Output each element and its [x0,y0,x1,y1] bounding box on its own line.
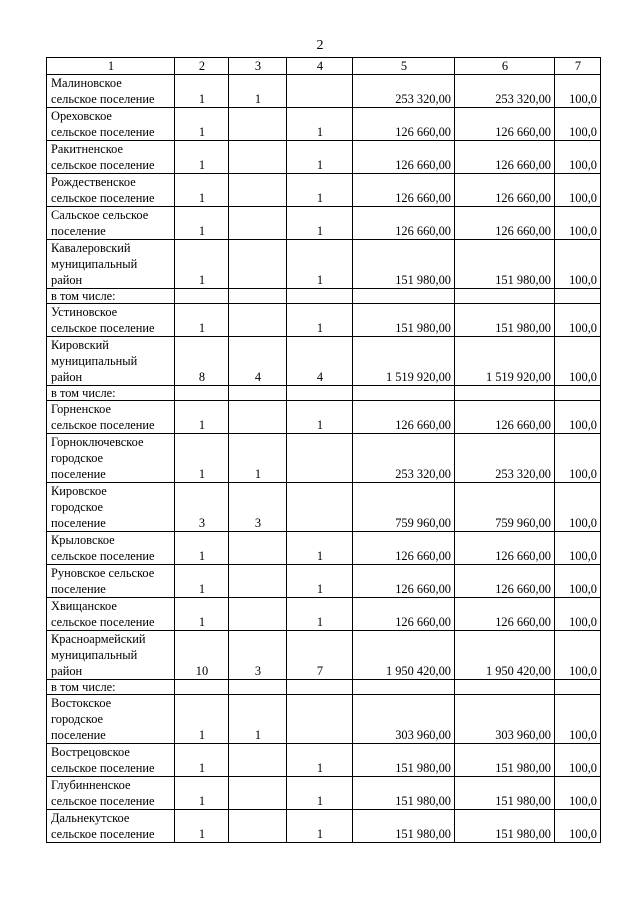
percent-value: 100,0 [555,401,601,434]
municipality-name: Крыловское сельское поселение [47,532,175,565]
municipality-name: Горноключевское городское поселение [47,434,175,483]
table-row [47,744,601,777]
percent-value: 100,0 [555,207,601,240]
percent-value: 100,0 [555,108,601,141]
col4-count: 1 [287,565,353,598]
col4-count [287,483,353,532]
subheading-row [47,289,601,304]
table-row [47,174,601,207]
actual-amount: 126 660,00 [455,565,555,598]
actual-amount [455,289,555,304]
planned-amount: 126 660,00 [353,565,455,598]
actual-amount: 303 960,00 [455,695,555,744]
municipality-name: Кавалеровский муниципальный район [47,240,175,289]
actual-amount: 151 980,00 [455,744,555,777]
col4-count: 1 [287,532,353,565]
total-count: 1 [175,141,229,174]
col3-count: 3 [229,631,287,680]
col4-count [287,680,353,695]
header-col-6: 6 [455,58,555,75]
municipality-name: в том числе: [47,680,175,695]
planned-amount: 253 320,00 [353,434,455,483]
planned-amount: 151 980,00 [353,777,455,810]
table-row [47,777,601,810]
planned-amount: 1 950 420,00 [353,631,455,680]
municipality-name: Руновское сельское поселение [47,565,175,598]
table-row [47,810,601,843]
total-count: 10 [175,631,229,680]
percent-value: 100,0 [555,532,601,565]
percent-value: 100,0 [555,337,601,386]
col3-count [229,680,287,695]
col3-count: 1 [229,434,287,483]
table-row [47,483,601,532]
table-row [47,304,601,337]
actual-amount: 126 660,00 [455,174,555,207]
percent-value: 100,0 [555,631,601,680]
actual-amount [455,680,555,695]
col3-count [229,141,287,174]
total-count: 1 [175,598,229,631]
percent-value: 100,0 [555,777,601,810]
col3-count [229,240,287,289]
actual-amount [455,386,555,401]
col3-count [229,401,287,434]
total-count [175,386,229,401]
col3-count [229,810,287,843]
percent-value: 100,0 [555,810,601,843]
col3-count: 4 [229,337,287,386]
total-count: 1 [175,304,229,337]
col4-count: 1 [287,744,353,777]
header-col-7: 7 [555,58,601,75]
planned-amount: 151 980,00 [353,810,455,843]
total-count: 1 [175,174,229,207]
municipality-name: Малиновское сельское поселение [47,75,175,108]
percent-value: 100,0 [555,75,601,108]
planned-amount: 151 980,00 [353,744,455,777]
municipality-name: в том числе: [47,386,175,401]
table-row [47,75,601,108]
actual-amount: 151 980,00 [455,240,555,289]
header-col-2: 2 [175,58,229,75]
percent-value: 100,0 [555,240,601,289]
total-count: 1 [175,108,229,141]
col4-count [287,695,353,744]
actual-amount: 1 950 420,00 [455,631,555,680]
col3-count: 1 [229,695,287,744]
col4-count: 4 [287,337,353,386]
col3-count [229,174,287,207]
table-row [47,108,601,141]
col3-count [229,108,287,141]
col4-count: 1 [287,810,353,843]
col4-count: 1 [287,598,353,631]
total-count [175,289,229,304]
municipality-name: Красноармейский муниципальный район [47,631,175,680]
municipality-name: Дальнекутское сельское поселение [47,810,175,843]
planned-amount: 126 660,00 [353,598,455,631]
municipality-name: Горненское сельское поселение [47,401,175,434]
total-count: 1 [175,695,229,744]
total-count: 1 [175,240,229,289]
total-count: 1 [175,207,229,240]
header-col-4: 4 [287,58,353,75]
total-count: 1 [175,744,229,777]
municipality-name: Устиновское сельское поселение [47,304,175,337]
planned-amount: 126 660,00 [353,401,455,434]
col4-count: 7 [287,631,353,680]
table-row [47,337,601,386]
col4-count [287,75,353,108]
table-row [47,695,601,744]
planned-amount: 759 960,00 [353,483,455,532]
percent-value: 100,0 [555,304,601,337]
percent-value: 100,0 [555,483,601,532]
actual-amount: 126 660,00 [455,207,555,240]
planned-amount: 151 980,00 [353,304,455,337]
planned-amount [353,289,455,304]
header-col-5: 5 [353,58,455,75]
municipality-name: Вострецовское сельское поселение [47,744,175,777]
table-row [47,532,601,565]
table-row [47,598,601,631]
actual-amount: 1 519 920,00 [455,337,555,386]
municipality-name: Сальское сельское поселение [47,207,175,240]
page-number: 2 [316,38,324,53]
col3-count [229,598,287,631]
col4-count: 1 [287,174,353,207]
actual-amount: 126 660,00 [455,598,555,631]
planned-amount: 126 660,00 [353,207,455,240]
total-count: 1 [175,565,229,598]
table-body [47,75,601,843]
municipality-name: Востокское городское поселение [47,695,175,744]
col3-count [229,207,287,240]
total-count [175,680,229,695]
total-count: 1 [175,401,229,434]
table-row [47,240,601,289]
col3-count [229,744,287,777]
actual-amount: 126 660,00 [455,141,555,174]
table-row [47,434,601,483]
table-row [47,631,601,680]
municipality-name: Рождественское сельское поселение [47,174,175,207]
percent-value [555,386,601,401]
planned-amount: 126 660,00 [353,532,455,565]
col4-count [287,386,353,401]
planned-amount [353,680,455,695]
allocation-table [46,57,601,843]
municipality-name: Хвищанское сельское поселение [47,598,175,631]
col3-count [229,386,287,401]
actual-amount: 151 980,00 [455,810,555,843]
municipality-name: Кировский муниципальный район [47,337,175,386]
header-col-3: 3 [229,58,287,75]
actual-amount: 253 320,00 [455,75,555,108]
total-count: 8 [175,337,229,386]
planned-amount: 126 660,00 [353,108,455,141]
planned-amount: 126 660,00 [353,174,455,207]
col4-count: 1 [287,401,353,434]
col3-count [229,777,287,810]
percent-value: 100,0 [555,744,601,777]
table-row [47,207,601,240]
actual-amount: 126 660,00 [455,532,555,565]
municipality-name: Глубинненское сельское поселение [47,777,175,810]
total-count: 1 [175,532,229,565]
col3-count [229,289,287,304]
municipality-name: Кировское городское поселение [47,483,175,532]
col4-count [287,434,353,483]
planned-amount: 151 980,00 [353,240,455,289]
col4-count [287,289,353,304]
percent-value: 100,0 [555,434,601,483]
table-row [47,565,601,598]
col4-count: 1 [287,207,353,240]
planned-amount: 126 660,00 [353,141,455,174]
col3-count [229,565,287,598]
header-col-1: 1 [47,58,175,75]
total-count: 1 [175,810,229,843]
planned-amount [353,386,455,401]
col3-count: 1 [229,75,287,108]
header-row [47,58,601,75]
actual-amount: 151 980,00 [455,304,555,337]
subheading-row [47,680,601,695]
subheading-row [47,386,601,401]
percent-value [555,680,601,695]
col4-count: 1 [287,141,353,174]
col3-count [229,304,287,337]
percent-value: 100,0 [555,141,601,174]
percent-value: 100,0 [555,695,601,744]
col3-count [229,532,287,565]
percent-value: 100,0 [555,598,601,631]
table-row [47,141,601,174]
planned-amount: 253 320,00 [353,75,455,108]
col3-count: 3 [229,483,287,532]
actual-amount: 759 960,00 [455,483,555,532]
col4-count: 1 [287,777,353,810]
municipality-name: Ореховское сельское поселение [47,108,175,141]
percent-value [555,289,601,304]
col4-count: 1 [287,108,353,141]
table-row [47,401,601,434]
percent-value: 100,0 [555,565,601,598]
total-count: 3 [175,483,229,532]
col4-count: 1 [287,240,353,289]
total-count: 1 [175,434,229,483]
planned-amount: 303 960,00 [353,695,455,744]
planned-amount: 1 519 920,00 [353,337,455,386]
actual-amount: 126 660,00 [455,108,555,141]
total-count: 1 [175,75,229,108]
actual-amount: 253 320,00 [455,434,555,483]
municipality-name: в том числе: [47,289,175,304]
total-count: 1 [175,777,229,810]
actual-amount: 126 660,00 [455,401,555,434]
percent-value: 100,0 [555,174,601,207]
col4-count: 1 [287,304,353,337]
municipality-name: Ракитненское сельское поселение [47,141,175,174]
actual-amount: 151 980,00 [455,777,555,810]
